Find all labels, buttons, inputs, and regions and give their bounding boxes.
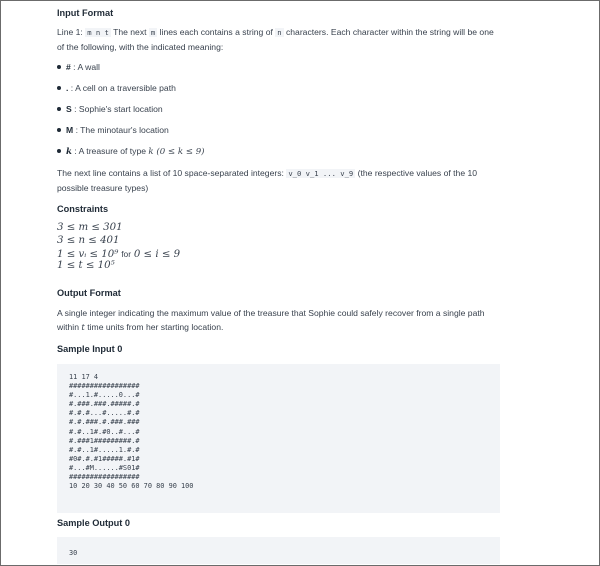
- line1-code-n: n: [277, 28, 282, 37]
- line1-code-mnt: m n t: [87, 28, 109, 37]
- symbol: M: [66, 125, 74, 135]
- list-item: [57, 81, 502, 102]
- constraint-n: 3 ≤ n ≤ 401: [57, 234, 120, 246]
- treasure-range-math: k (0 ≤ k ≤ 9): [148, 147, 205, 157]
- next-line-post: (the respective values of the 10 possible treasure types): [57, 168, 478, 194]
- constraint-v: [57, 248, 357, 261]
- list-item: [57, 123, 502, 144]
- symbol: k: [66, 147, 72, 157]
- next-line-code: v_0 v_1 ... v_9: [288, 169, 354, 178]
- symbol-desc: : Sophie's start location: [74, 104, 163, 114]
- list-item: [57, 102, 502, 123]
- symbol: .: [66, 83, 69, 93]
- constraint-v-math: 1 ≤ vᵢ ≤ 10⁹: [57, 248, 119, 260]
- constraint-i-math: 0 ≤ i ≤ 9: [133, 248, 181, 260]
- constraint-t: 1 ≤ t ≤ 10⁵: [57, 260, 115, 272]
- symbol-desc: : A cell on a traversible path: [70, 83, 176, 93]
- line1-prefix: Line 1:: [57, 27, 83, 37]
- symbol-list: [57, 60, 502, 165]
- list-item: [57, 144, 502, 165]
- sample-input-block: 11 17 4 ################# #...1.#.....0...# #.###.###.#####.# #.#.#...#.....#.# #.#.###.#.###.### #.#..1#.#0..#...# #.###1#########.# #.#..1#.....1.#.# #0#.#.#1#####.#1# #...#M......#S01# ################# 10 20 30 40 50 60 70 80 90 100: [57, 364, 500, 513]
- next-line-pre: The next line contains a list of 10 space-separated integers:: [57, 168, 284, 178]
- sample-output-block: 30: [57, 537, 500, 564]
- output-text-var: t: [81, 323, 85, 334]
- line1-rest: characters. Each character within the string will be one of the following, with the indicated meaning:: [57, 27, 494, 53]
- sample-output-heading: Sample Output 0: [57, 518, 130, 528]
- constraints-block: [57, 222, 357, 273]
- symbol: #: [66, 62, 71, 72]
- list-item: [57, 60, 502, 81]
- constraints-heading: Constraints: [57, 204, 109, 214]
- output-format-heading: Output Format: [57, 288, 121, 298]
- sample-input-heading: Sample Input 0: [57, 344, 123, 354]
- line1-mid: The next: [113, 27, 147, 37]
- line1-mid2: lines each contains a string of: [159, 27, 273, 37]
- input-format-line1: [57, 25, 502, 55]
- output-text-post: time units from her starting location.: [87, 322, 224, 333]
- symbol: S: [66, 104, 72, 114]
- line1-code-m: m: [150, 28, 156, 37]
- next-line-text: [57, 166, 502, 196]
- output-format-text: [57, 306, 502, 336]
- symbol-desc: : The minotaur's location: [75, 125, 169, 135]
- constraint-for: for: [121, 248, 131, 259]
- constraint-m: 3 ≤ m ≤ 301: [57, 222, 123, 233]
- input-format-heading: Input Format: [57, 8, 114, 18]
- output-text-pre: A single integer indicating the maximum value of the treasure that Sophie could safely recover from a single path within: [57, 308, 485, 333]
- symbol-desc: : A treasure of type: [74, 146, 147, 156]
- symbol-desc: : A wall: [73, 62, 100, 72]
